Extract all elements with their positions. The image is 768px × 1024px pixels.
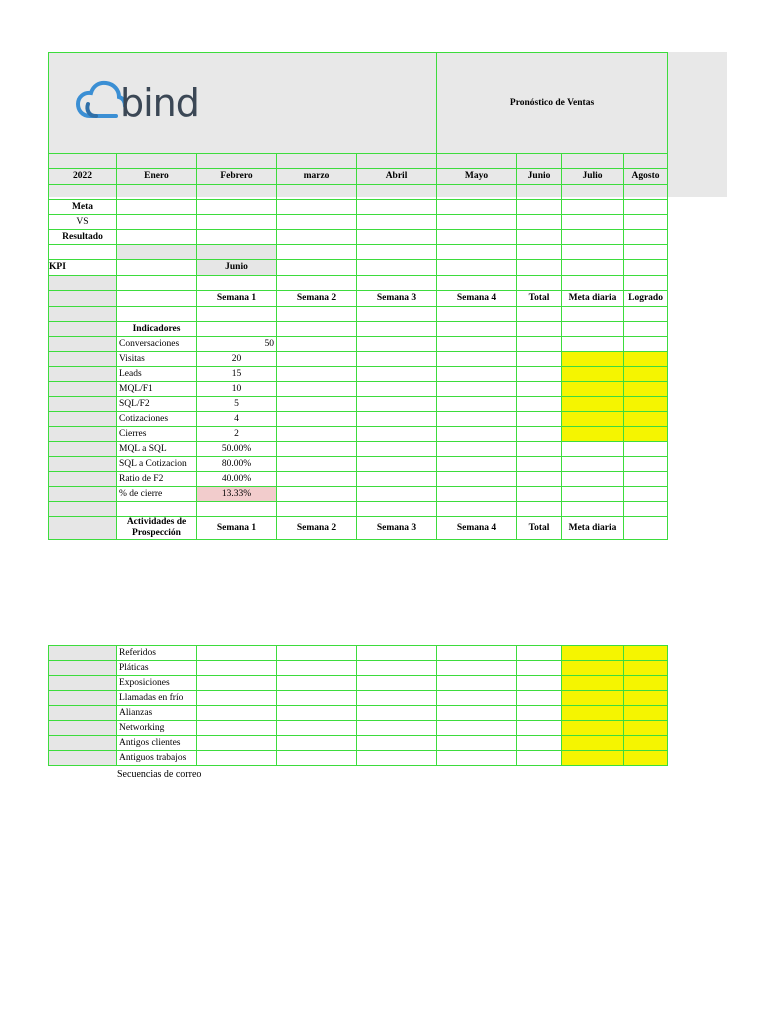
indicator-value[interactable]: 50.00% — [197, 442, 277, 457]
email-sequences-label[interactable]: Secuencias de correo — [117, 769, 202, 780]
table-row — [49, 412, 668, 427]
indicator-value[interactable]: 50 — [197, 337, 277, 352]
month-cell[interactable]: Abril — [357, 169, 437, 185]
indicator-label[interactable]: % de cierre — [117, 487, 197, 502]
indicator-value[interactable]: 20 — [197, 352, 277, 367]
indicator-value[interactable]: 40.00% — [197, 472, 277, 487]
table-row — [49, 691, 668, 706]
activity-label[interactable]: Networking — [117, 721, 197, 736]
indicators-heading[interactable]: Indicadores — [117, 322, 197, 337]
table-row — [49, 442, 668, 457]
table-row — [49, 676, 668, 691]
indicator-label[interactable]: Cotizaciones — [117, 412, 197, 427]
month-cell[interactable]: Mayo — [437, 169, 517, 185]
indicator-value[interactable]: 80.00% — [197, 457, 277, 472]
indicator-label[interactable]: Visitas — [117, 352, 197, 367]
activity-label[interactable]: Exposiciones — [117, 676, 197, 691]
table-row — [49, 736, 668, 751]
page-title: Pronóstico de Ventas — [437, 53, 668, 154]
indicator-value[interactable]: 5 — [197, 397, 277, 412]
total-header[interactable]: Total — [517, 291, 562, 307]
indicator-label[interactable]: Conversaciones — [117, 337, 197, 352]
table-row — [49, 337, 668, 352]
table-row — [49, 367, 668, 382]
table-row — [49, 661, 668, 676]
activity-label[interactable]: Alianzas — [117, 706, 197, 721]
week-header-row — [49, 291, 668, 307]
achieved-header[interactable]: Logrado — [624, 291, 668, 307]
month-cell[interactable]: Agosto — [624, 169, 668, 185]
month-cell[interactable]: marzo — [277, 169, 357, 185]
year-cell[interactable]: 2022 — [49, 169, 117, 185]
table-row — [49, 427, 668, 442]
activities-header-row — [49, 517, 668, 540]
daily-goal-header[interactable]: Meta diaria — [562, 291, 624, 307]
months-row — [49, 169, 668, 185]
table-row — [49, 706, 668, 721]
week-header[interactable]: Semana 4 — [437, 291, 517, 307]
week-header[interactable]: Semana 3 — [357, 291, 437, 307]
month-cell[interactable]: Febrero — [197, 169, 277, 185]
table-row — [49, 751, 668, 766]
table-row — [49, 646, 668, 661]
logo-text: bind — [120, 80, 199, 125]
table-row — [49, 721, 668, 736]
week-header[interactable]: Semana 1 — [197, 291, 277, 307]
activity-label[interactable]: Antiguos trabajos — [117, 751, 197, 766]
daily-goal-header[interactable]: Meta diaria — [562, 517, 624, 540]
indicator-label[interactable]: MQL a SQL — [117, 442, 197, 457]
indicator-value[interactable]: 4 — [197, 412, 277, 427]
meta-label[interactable]: Meta — [49, 200, 117, 215]
forecast-sheet-top — [48, 52, 668, 540]
logo-cell — [49, 53, 437, 154]
month-cell[interactable]: Enero — [117, 169, 197, 185]
kpi-month[interactable]: Junio — [197, 260, 277, 276]
table-row — [49, 352, 668, 367]
activity-label[interactable]: Referidos — [117, 646, 197, 661]
indicator-value[interactable]: 15 — [197, 367, 277, 382]
indicator-label[interactable]: Cierres — [117, 427, 197, 442]
indicator-label[interactable]: Ratio de F2 — [117, 472, 197, 487]
week-header[interactable]: Semana 2 — [277, 291, 357, 307]
indicator-value[interactable]: 10 — [197, 382, 277, 397]
activities-sheet — [48, 645, 668, 766]
table-row — [49, 397, 668, 412]
table-row — [49, 472, 668, 487]
indicator-label[interactable]: SQL/F2 — [117, 397, 197, 412]
week-header[interactable]: Semana 3 — [357, 517, 437, 540]
closing-rate-value[interactable]: 13.33% — [197, 487, 277, 502]
vs-label[interactable]: VS — [49, 215, 117, 230]
cloud-logo-icon — [76, 78, 126, 128]
table-row — [49, 457, 668, 472]
activity-label[interactable]: Pláticas — [117, 661, 197, 676]
week-header[interactable]: Semana 4 — [437, 517, 517, 540]
table-row — [49, 382, 668, 397]
month-cell[interactable]: Junio — [517, 169, 562, 185]
month-cell[interactable]: Julio — [562, 169, 624, 185]
activity-label[interactable]: Antigos clientes — [117, 736, 197, 751]
table-row — [49, 487, 668, 502]
indicator-label[interactable]: Leads — [117, 367, 197, 382]
total-header[interactable]: Total — [517, 517, 562, 540]
indicator-value[interactable]: 2 — [197, 427, 277, 442]
kpi-label[interactable]: KPI — [49, 260, 117, 276]
week-header[interactable]: Semana 1 — [197, 517, 277, 540]
indicator-label[interactable]: SQL a Cotizacion — [117, 457, 197, 472]
resultado-label[interactable]: Resultado — [49, 230, 117, 245]
activity-label[interactable]: Llamadas en frío — [117, 691, 197, 706]
week-header[interactable]: Semana 2 — [277, 517, 357, 540]
activities-heading[interactable]: Actividades de Prospección — [117, 517, 197, 540]
indicator-label[interactable]: MQL/F1 — [117, 382, 197, 397]
